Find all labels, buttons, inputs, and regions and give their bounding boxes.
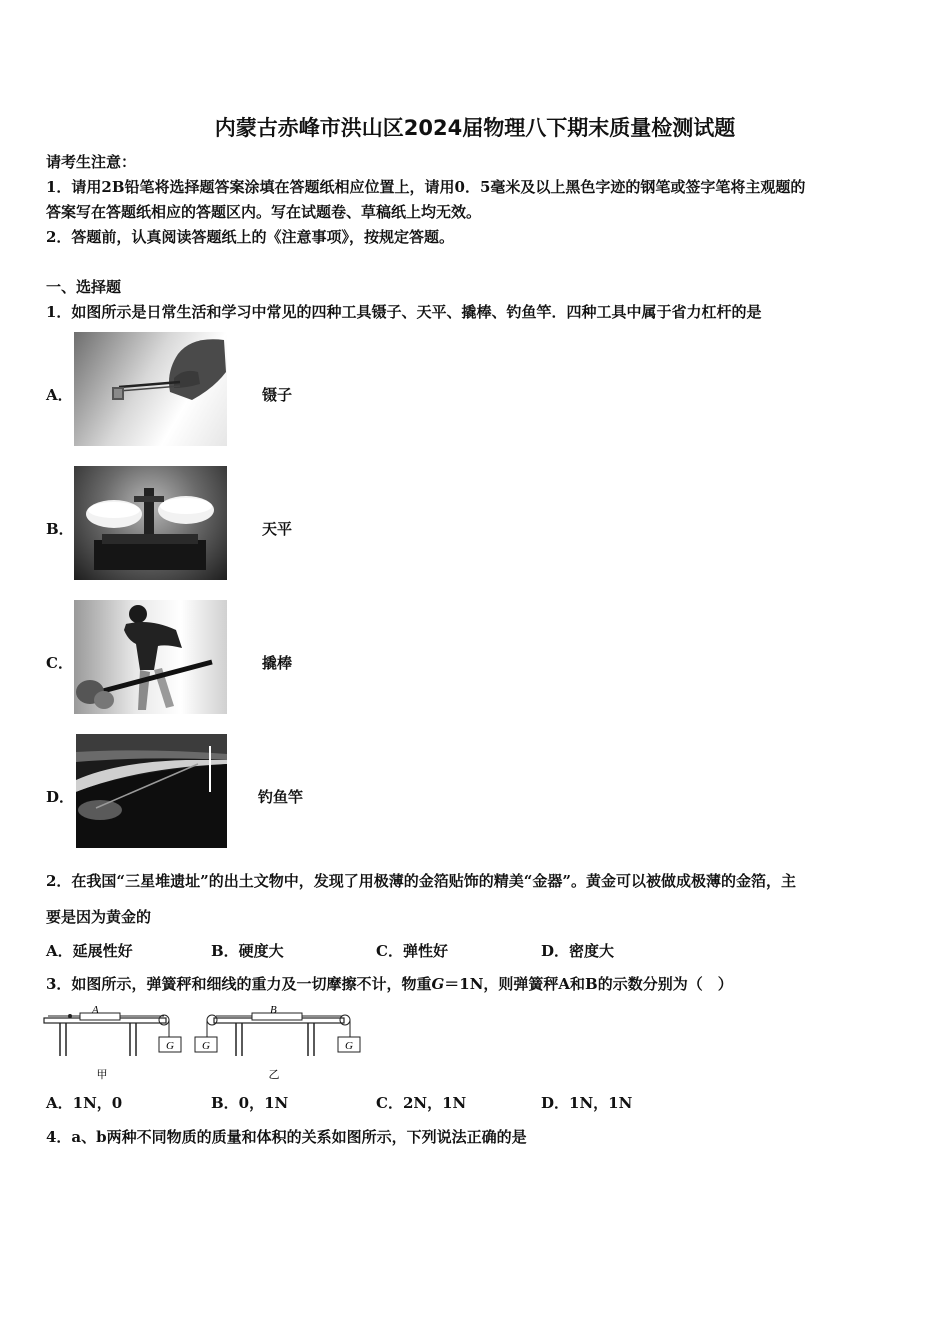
question-3-stem-pre: 3．如图所示，弹簧秤和细线的重力及一切摩擦不计，物重 — [46, 975, 432, 993]
notice-line-2: 2．答题前，认真阅读答题纸上的《注意事项》，按规定答题。 — [46, 228, 454, 246]
option-a-name: 镊子 — [262, 386, 293, 404]
question-3-stem-var: G — [431, 975, 445, 993]
crowbar-photo — [74, 600, 227, 714]
question-1-stem: 1．如图所示是日常生活和学习中常见的四种工具镊子、天平、撬棒、钓鱼竿．四种工具中属于省力杠杆的是 — [46, 303, 762, 321]
spring-scale-figure — [40, 1004, 370, 1082]
notice-line-1b: 答案写在答题纸相应的答题区内。写在试题卷、草稿纸上均无效。 — [46, 203, 482, 221]
figure-caption-left: 甲 — [96, 1068, 108, 1081]
question-3-option-b: B．0，1N — [211, 1094, 289, 1112]
question-2-options — [46, 940, 614, 961]
option-b-name: 天平 — [262, 520, 293, 538]
question-3-stem-post: ＝1N，则弹簧秤A和B的示数分别为（ ） — [444, 975, 733, 993]
question-3-option-c: C．2N，1N — [376, 1094, 467, 1112]
option-d-name: 钓鱼竿 — [258, 788, 304, 806]
option-d-letter: D． — [46, 788, 75, 806]
question-2-option-b: B．硬度大 — [211, 942, 284, 960]
question-2-option-c: C．弹性好 — [376, 942, 448, 960]
notice-line-1: 1．请用2B铅笔将选择题答案涂填在答题纸相应位置上，请用0．5毫米及以上黑色字迹的钢笔或签字笔将主观题的 — [46, 178, 806, 196]
option-c-name: 撬棒 — [262, 654, 293, 672]
scale-label-b: B — [270, 1004, 277, 1016]
question-3-option-d: D．1N，1N — [541, 1094, 633, 1112]
tweezers-photo — [74, 332, 227, 446]
fishing-rod-photo — [76, 734, 227, 848]
question-2-stem-line-2: 要是因为黄金的 — [46, 908, 152, 926]
weight-label-right: G — [345, 1040, 353, 1052]
option-b-letter: B． — [46, 520, 74, 538]
balance-photo — [74, 466, 227, 580]
question-2-stem-line-1: 2．在我国“三星堆遗址”的出土文物中，发现了用极薄的金箔贴饰的精美“金器”。黄金可以被做成极薄的金箔，主 — [46, 872, 796, 890]
scale-label-a: A — [92, 1004, 99, 1016]
question-3-options — [46, 1092, 632, 1113]
page-title: 内蒙古赤峰市洪山区2024届物理八下期末质量检测试题 — [214, 116, 736, 140]
weight-label-left: G — [166, 1040, 174, 1052]
question-4-stem: 4．a、b两种不同物质的质量和体积的关系如图所示，下列说法正确的是 — [46, 1128, 527, 1146]
question-2-option-d: D．密度大 — [541, 942, 615, 960]
option-a-letter: A． — [46, 386, 73, 404]
section-heading: 一、选择题 — [46, 278, 122, 296]
question-3-stem — [46, 974, 733, 994]
weight-label-middle: G — [202, 1040, 210, 1052]
figure-caption-right: 乙 — [268, 1068, 280, 1081]
question-3-option-a: A．1N，0 — [46, 1094, 123, 1112]
question-2-option-a: A．延展性好 — [46, 942, 133, 960]
option-c-letter: C． — [46, 654, 73, 672]
notice-heading: 请考生注意： — [46, 153, 137, 171]
